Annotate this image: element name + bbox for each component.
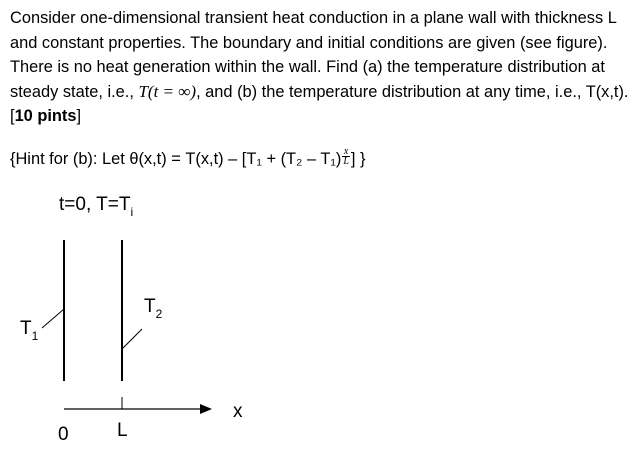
origin-label: 0 <box>58 424 69 445</box>
problem-text-end: ] <box>76 107 82 126</box>
x-axis-arrowhead <box>200 404 212 414</box>
fraction-numerator: x <box>343 146 349 158</box>
fraction-denominator: L <box>343 156 349 168</box>
initial-condition-label: t=0, $T=T_i$ <box>59 194 134 219</box>
hint-prefix: {Hint for (b): Let θ(x,t) = T(x,t) – [T₁ + (T₂ – T₁) <box>10 150 342 168</box>
length-label: L <box>117 420 128 441</box>
problem-text-middle: , and (b) the temperature distribution at any time, i.e., T(x,t). [ <box>10 82 629 126</box>
x-axis-label: x <box>233 401 243 422</box>
left-temp-leader <box>42 309 64 328</box>
hint-suffix: ] } <box>350 150 366 168</box>
left-temperature-label: $T_1$ <box>20 318 39 343</box>
right-temperature-label: $T_2$ <box>144 296 163 321</box>
problem-text-before: Consider one-dimensional transient heat conduction in a plane wall with thickness L and constant properties. The boundary and initial conditions are given (see figure). There is no heat generation within the wall. Find (a) the temperature distribution at steady state, i.e., <box>10 9 617 101</box>
points-label: 10 pints <box>14 107 77 126</box>
right-temp-leader <box>122 329 142 349</box>
steady-state-expression: T(t = ∞) <box>138 81 197 101</box>
